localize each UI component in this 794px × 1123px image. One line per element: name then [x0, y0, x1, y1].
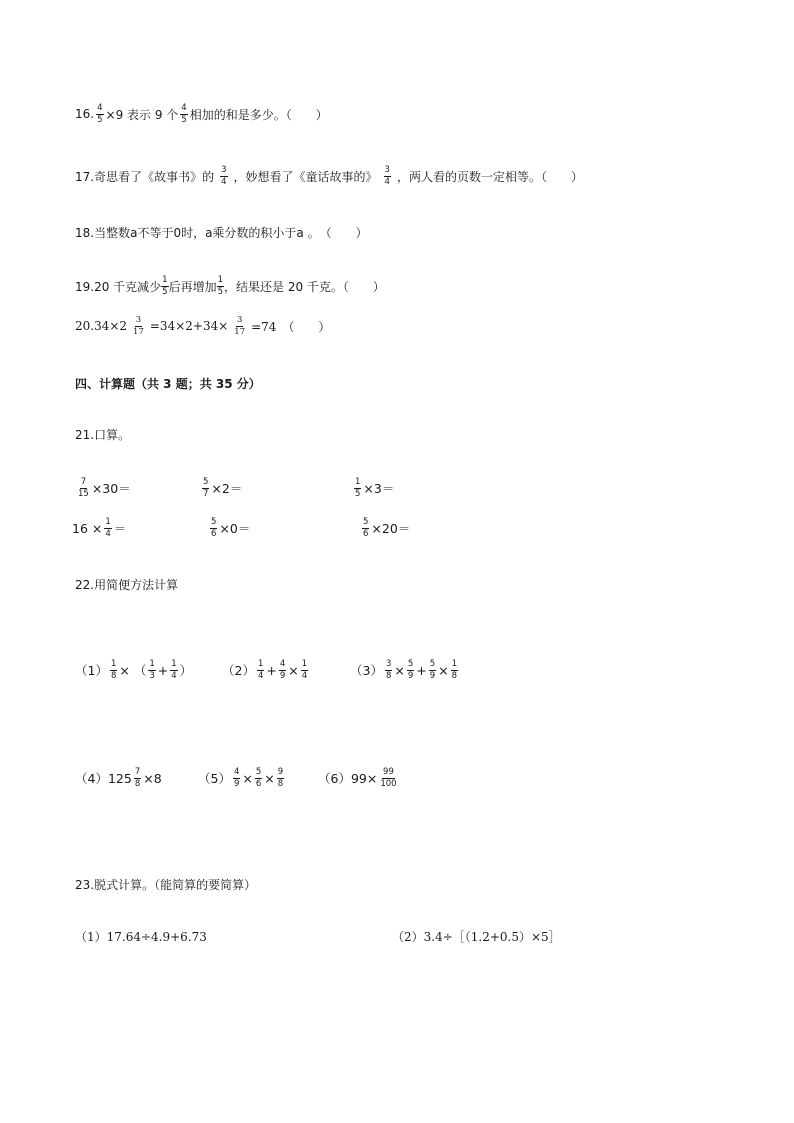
question-23-title: 23.脱式计算。（能简算的要简算） — [75, 878, 257, 892]
stepwise-item-2: （2）3.4÷［（1.2+0.5）×5］ — [392, 930, 561, 944]
oral-item: $\frac{1}{5}$ ×3＝ — [355, 477, 395, 499]
simplify-item-6: （6）99× $\frac{99}{100}$ — [318, 767, 397, 789]
stepwise-item-1: （1）17.64÷4.9+6.73 — [75, 930, 207, 944]
question-21-title: 21.口算。 — [75, 428, 131, 442]
fraction: $\frac{3}{4}$ — [221, 165, 227, 187]
oral-item: $\frac{5}{6}$ ×0＝ — [211, 517, 251, 539]
simplify-item-3: （3） $\frac{3}{8}$ × $\frac{5}{9}$ + $\frac{5}{9}$ × $\frac{1}{8}$ — [350, 659, 458, 681]
simplify-item-4: （4）125 $\frac{7}{8}$ ×8 — [75, 767, 162, 789]
question-20: 20.34×2 $\frac{3}{17}$ =34×2+34× $\frac{3}{17}$ =74 （ ） — [75, 315, 331, 337]
oral-item: 16 × $\frac{1}{4}$ ＝ — [72, 517, 127, 539]
question-17: 17.奇思看了《故事书》的 $\frac{3}{4}$ ，妙想看了《童话故事的》 $\frac{3}{4}$ ，两人看的页数一定相等。（ ） — [75, 165, 583, 187]
section-heading: 四、计算题（共 3 题；共 35 分） — [75, 377, 261, 391]
fraction: $\frac{3}{17}$ — [133, 315, 144, 337]
fraction: $\frac{3}{4}$ — [384, 165, 390, 187]
question-16: 16. $\frac{4}{5}$ ×9 表示 9 个 $\frac{4}{5}$ 相加的和是多少。（ ） — [75, 103, 328, 125]
question-22-title: 22.用简便方法计算 — [75, 578, 179, 592]
simplify-item-1: （1） $\frac{1}{8}$ × （ $\frac{1}{3}$ + $\frac{1}{4}$ ） — [75, 659, 193, 681]
oral-item: $\frac{5}{6}$ ×20＝ — [363, 517, 411, 539]
fraction: $\frac{3}{17}$ — [234, 315, 246, 337]
fraction: $\frac{4}{5}$ — [181, 103, 187, 125]
oral-item: $\frac{5}{7}$ ×2＝ — [203, 477, 243, 499]
fraction: $\frac{4}{5}$ — [97, 103, 103, 125]
simplify-item-5: （5） $\frac{4}{9}$ × $\frac{5}{6}$ × $\frac{9}{8}$ — [198, 767, 284, 789]
oral-item: $\frac{7}{15}$ ×30＝ — [78, 477, 131, 499]
question-18: 18.当整数a不等于0时，a乘分数的积小于a 。 （ ） — [75, 226, 368, 240]
fraction: $\frac{1}{5}$ — [162, 275, 168, 297]
fraction: $\frac{1}{5}$ — [217, 275, 224, 297]
simplify-item-2: （2） $\frac{1}{4}$ + $\frac{4}{9}$ × $\frac{1}{4}$ — [222, 659, 308, 681]
question-19: 19.20 千克减少 $\frac{1}{5}$ 后再增加 $\frac{1}{5}$ ，结果还是 20 千克。（ ） — [75, 275, 385, 297]
